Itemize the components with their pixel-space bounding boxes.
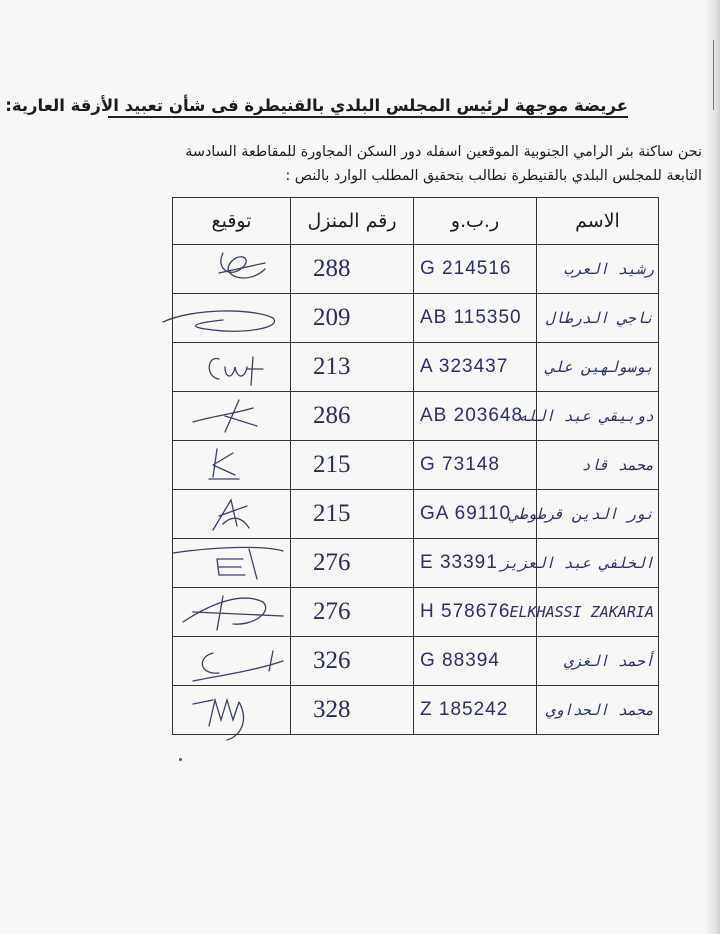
signature-cell bbox=[173, 490, 291, 539]
signature-cell bbox=[173, 637, 291, 686]
signature-cell bbox=[173, 588, 291, 637]
page-edge-shadow bbox=[704, 0, 720, 934]
row-house: 213 bbox=[313, 353, 351, 380]
table-row bbox=[173, 343, 659, 392]
page-edge-line bbox=[713, 40, 714, 110]
row-id: E 33391 bbox=[420, 552, 498, 573]
row-name: محمد قاد bbox=[581, 456, 654, 474]
row-house: 288 bbox=[313, 255, 351, 282]
signature-table bbox=[172, 197, 659, 735]
body-line-2: التابعة للمجلس البلدي بالقنيطرة نطالب بتحقيق المطلب الوارد بالنص : bbox=[285, 168, 702, 184]
row-house: 276 bbox=[313, 598, 351, 625]
table-row bbox=[173, 441, 659, 490]
row-name: نور الدين قرطوطي bbox=[509, 505, 654, 523]
header-id: ر.ب.و bbox=[414, 198, 537, 245]
table-row bbox=[173, 490, 659, 539]
signature-mark bbox=[153, 680, 313, 744]
document-body bbox=[92, 140, 702, 188]
row-id: AB 203648 bbox=[420, 405, 524, 426]
signature-cell bbox=[173, 245, 291, 294]
signature-cell bbox=[173, 294, 291, 343]
row-name: ناجي الدرطال bbox=[545, 309, 654, 327]
row-id: Z 185242 bbox=[420, 699, 509, 720]
table-row bbox=[173, 588, 659, 637]
signature-cell bbox=[173, 539, 291, 588]
row-house: 276 bbox=[313, 549, 351, 576]
header-name: الاسم bbox=[537, 198, 659, 245]
document-heading: عريضة موجهة لرئيس المجلس البلدي بالقنيطرة فى شأن تعبيد الأزقة العارية: bbox=[108, 96, 628, 118]
signature-cell bbox=[173, 392, 291, 441]
row-id: A 323437 bbox=[420, 356, 509, 377]
table-row bbox=[173, 294, 659, 343]
row-id: G 88394 bbox=[420, 650, 500, 671]
table-row bbox=[173, 539, 659, 588]
row-name: ELKHASSI ZAKARIA bbox=[509, 603, 654, 621]
table-row bbox=[173, 245, 659, 294]
signature-cell bbox=[173, 343, 291, 392]
row-house: 326 bbox=[313, 647, 351, 674]
ink-dot bbox=[179, 758, 182, 761]
header-signature: توقيع bbox=[173, 198, 291, 245]
row-house: 215 bbox=[313, 500, 351, 527]
row-id: AB 115350 bbox=[420, 307, 522, 328]
row-house: 328 bbox=[313, 696, 351, 723]
row-id: GA 69110 bbox=[420, 503, 512, 524]
row-house: 286 bbox=[313, 402, 351, 429]
row-name: بوسولهين علي bbox=[545, 358, 654, 376]
row-id: H 578676 bbox=[420, 601, 511, 622]
row-name: رشيد العرب bbox=[563, 260, 654, 278]
row-name: الخلفي عبد العزيز bbox=[500, 554, 654, 572]
row-house: 209 bbox=[313, 304, 351, 331]
table-row bbox=[173, 686, 659, 735]
row-name: دوبيقي عبد الله bbox=[518, 407, 654, 425]
header-house: رقم المنزل bbox=[291, 198, 414, 245]
signature-cell bbox=[173, 686, 291, 735]
row-name: محمد الحداوي bbox=[545, 701, 654, 719]
row-house: 215 bbox=[313, 451, 351, 478]
table-row bbox=[173, 392, 659, 441]
row-id: G 73148 bbox=[420, 454, 500, 475]
body-line-1: نحن ساكنة بئر الرامي الجنوبية الموقعين اسفله دور السكن المجاورة للمقاطعة السادسة bbox=[185, 144, 702, 160]
row-name: أحمد الغزي bbox=[563, 652, 654, 670]
table-row bbox=[173, 637, 659, 686]
table-header-row bbox=[173, 198, 659, 245]
signature-cell bbox=[173, 441, 291, 490]
row-id: G 214516 bbox=[420, 258, 512, 279]
